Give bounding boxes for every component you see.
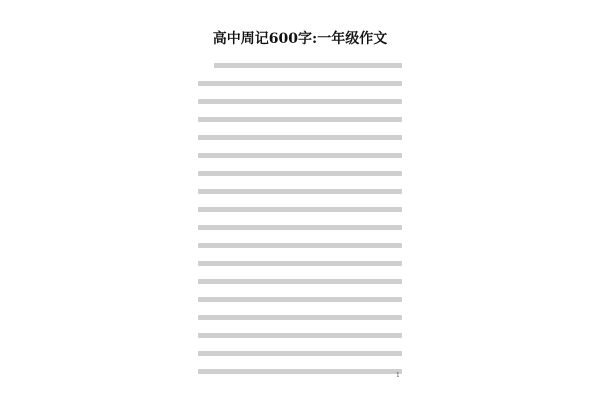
text-line	[198, 117, 402, 122]
text-line	[198, 279, 402, 284]
document-title: 高中周记600字:一年级作文	[212, 31, 388, 47]
text-line	[198, 189, 402, 194]
text-line	[198, 225, 402, 230]
text-line	[198, 207, 402, 212]
text-line	[198, 297, 402, 302]
text-line	[198, 135, 402, 140]
text-line	[198, 351, 402, 356]
page-number: 1	[396, 372, 400, 379]
text-line	[198, 81, 402, 86]
text-line	[198, 99, 402, 104]
text-line	[198, 261, 402, 266]
text-line	[198, 315, 402, 320]
text-line	[214, 63, 402, 68]
text-line	[198, 333, 402, 338]
text-line	[198, 243, 402, 248]
text-line	[198, 171, 402, 176]
text-line	[198, 369, 402, 374]
text-line	[198, 153, 402, 158]
